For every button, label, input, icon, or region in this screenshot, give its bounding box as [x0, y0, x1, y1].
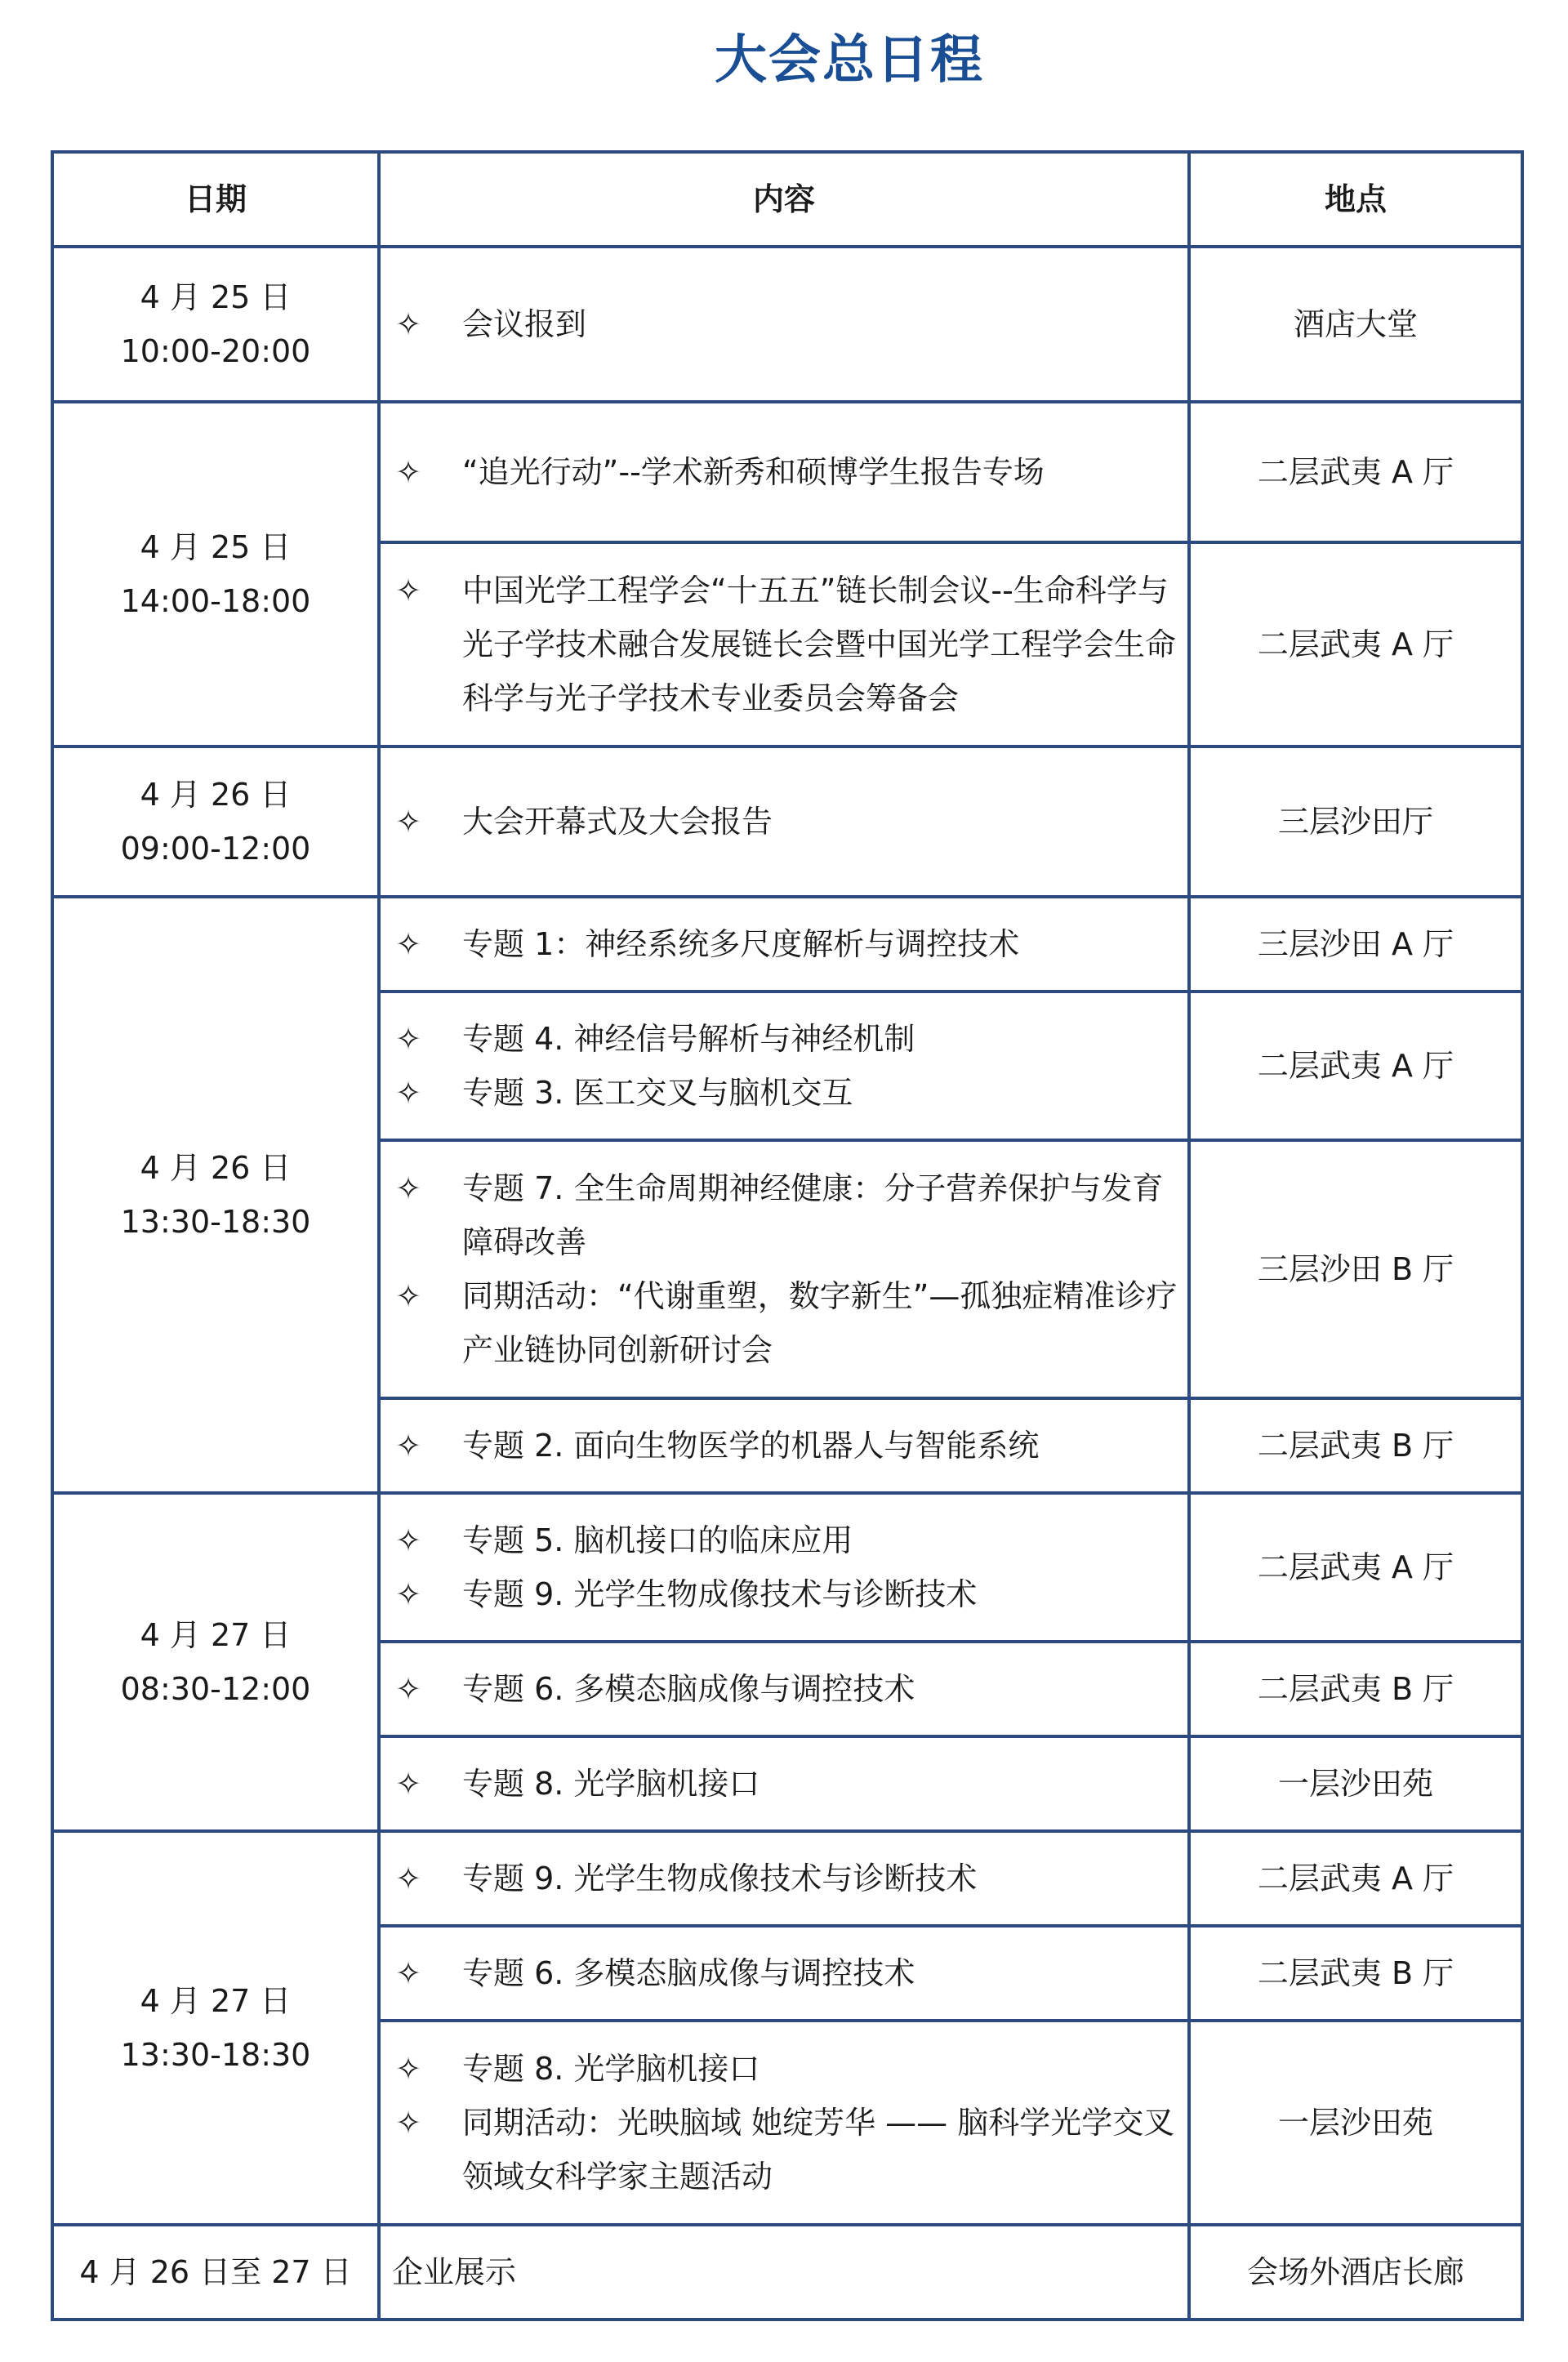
location-cell: 酒店大堂	[1189, 247, 1522, 402]
diamond-star-icon: ✧	[395, 573, 421, 608]
time-text: 13:30-18:30	[120, 2037, 311, 2073]
session-text: 专题 8. 光学脑机接口	[462, 1766, 760, 1802]
session-text: 专题 6. 多模态脑成像与调控技术	[462, 1955, 915, 1991]
location-cell: 三层沙田 A 厅	[1189, 897, 1522, 992]
time-text: 14:00-18:00	[120, 583, 311, 619]
date-text: 4 月 26 日	[140, 1150, 292, 1186]
diamond-star-icon: ✧	[395, 1671, 421, 1707]
table-row-exhibition	[52, 2225, 1522, 2320]
location-cell: 三层沙田 B 厅	[1189, 1140, 1522, 1398]
list-item	[392, 1567, 1181, 1621]
list-item	[392, 297, 1181, 351]
diamond-star-icon: ✧	[395, 1522, 421, 1558]
header-location: 地点	[1189, 152, 1522, 247]
location-cell: 二层武夷 B 厅	[1189, 1926, 1522, 2021]
date-cell	[52, 1831, 379, 2225]
table-header-row	[52, 152, 1522, 247]
session-text: 专题 4. 神经信号解析与神经机制	[462, 1021, 915, 1057]
list-item	[392, 917, 1181, 971]
diamond-star-icon: ✧	[395, 1021, 421, 1057]
content-cell: 企业展示	[379, 2225, 1189, 2320]
content-cell	[379, 2021, 1189, 2225]
session-text: 专题 3. 医工交叉与脑机交互	[462, 1075, 853, 1111]
list-item	[392, 1269, 1181, 1377]
location-cell: 二层武夷 A 厅	[1189, 402, 1522, 542]
list-item	[392, 2096, 1181, 2204]
location-cell: 三层沙田厅	[1189, 746, 1522, 897]
location-cell: 一层沙田苑	[1189, 1736, 1522, 1831]
list-item	[392, 445, 1181, 499]
time-text: 10:00-20:00	[120, 333, 311, 369]
diamond-star-icon: ✧	[395, 1075, 421, 1111]
diamond-star-icon: ✧	[395, 454, 421, 490]
list-item	[392, 1161, 1181, 1269]
session-text: 专题 8. 光学脑机接口	[462, 2051, 760, 2087]
list-item	[392, 1066, 1181, 1120]
date-text: 4 月 25 日	[140, 529, 292, 565]
content-cell	[379, 992, 1189, 1140]
diamond-star-icon: ✧	[395, 1861, 421, 1896]
time-text: 13:30-18:30	[120, 1204, 311, 1240]
diamond-star-icon: ✧	[395, 2105, 421, 2141]
table-row	[52, 1831, 1522, 1926]
schedule-table	[51, 150, 1524, 2321]
date-text: 4 月 26 日	[140, 777, 292, 813]
session-text: 大会开幕式及大会报告	[462, 804, 773, 840]
content-cell	[379, 897, 1189, 992]
content-cell	[379, 542, 1189, 746]
date-text: 4 月 27 日	[140, 1617, 292, 1653]
location-cell: 二层武夷 A 厅	[1189, 1831, 1522, 1926]
date-cell	[52, 897, 379, 1493]
list-item	[392, 795, 1181, 849]
date-cell: 4 月 26 日至 27 日	[52, 2225, 379, 2320]
page-title: 大会总日程	[715, 30, 984, 91]
date-cell	[52, 247, 379, 402]
time-text: 09:00-12:00	[120, 831, 311, 867]
header-date: 日期	[52, 152, 379, 247]
schedule-body	[52, 247, 1522, 2320]
content-cell	[379, 1398, 1189, 1493]
list-item	[392, 1662, 1181, 1716]
table-row	[52, 1493, 1522, 1642]
session-text: 会议报到	[462, 306, 587, 342]
diamond-star-icon: ✧	[395, 1278, 421, 1314]
header-content: 内容	[379, 152, 1189, 247]
date-cell	[52, 1493, 379, 1831]
location-cell: 二层武夷 B 厅	[1189, 1398, 1522, 1493]
diamond-star-icon: ✧	[395, 1576, 421, 1612]
content-cell	[379, 1831, 1189, 1926]
location-cell: 会场外酒店长廊	[1189, 2225, 1522, 2320]
session-text: “追光行动”--学术新秀和硕博学生报告专场	[462, 454, 1045, 490]
list-item	[392, 1513, 1181, 1567]
date-text: 4 月 25 日	[140, 279, 292, 315]
location-cell: 二层武夷 A 厅	[1189, 992, 1522, 1140]
table-row	[52, 402, 1522, 542]
location-cell: 二层武夷 B 厅	[1189, 1642, 1522, 1736]
table-row	[52, 897, 1522, 992]
content-cell	[379, 402, 1189, 542]
diamond-star-icon: ✧	[395, 1955, 421, 1991]
date-cell	[52, 746, 379, 897]
session-text: 专题 1：神经系统多尺度解析与调控技术	[462, 926, 1020, 962]
session-text: 中国光学工程学会“十五五”链长制会议--生命科学与光子学技术融合发展链长会暨中国光学工程学会生命科学与光子学技术专业委员会筹备会	[462, 573, 1177, 716]
list-item	[392, 1757, 1181, 1811]
list-item	[392, 1852, 1181, 1905]
diamond-star-icon: ✧	[395, 926, 421, 962]
diamond-star-icon: ✧	[395, 1428, 421, 1464]
list-item	[392, 1946, 1181, 2000]
diamond-star-icon: ✧	[395, 306, 421, 342]
diamond-star-icon: ✧	[395, 804, 421, 840]
location-cell: 二层武夷 A 厅	[1189, 1493, 1522, 1642]
session-text: 专题 7. 全生命周期神经健康：分子营养保护与发育障碍改善	[462, 1170, 1164, 1260]
table-row	[52, 247, 1522, 402]
content-cell	[379, 1736, 1189, 1831]
list-item	[392, 564, 1181, 725]
content-cell	[379, 1642, 1189, 1736]
date-text: 4 月 27 日	[140, 1983, 292, 2019]
content-cell	[379, 247, 1189, 402]
date-cell	[52, 402, 379, 746]
list-item	[392, 1012, 1181, 1066]
diamond-star-icon: ✧	[395, 2051, 421, 2087]
session-text: 专题 5. 脑机接口的临床应用	[462, 1522, 853, 1558]
content-cell	[379, 1926, 1189, 2021]
location-cell: 二层武夷 A 厅	[1189, 542, 1522, 746]
diamond-star-icon: ✧	[395, 1766, 421, 1802]
content-cell	[379, 1493, 1189, 1642]
session-text: 专题 9. 光学生物成像技术与诊断技术	[462, 1576, 978, 1612]
session-text: 同期活动：光映脑域 她绽芳华 —— 脑科学光学交叉领域女科学家主题活动	[462, 2105, 1175, 2195]
session-text: 专题 6. 多模态脑成像与调控技术	[462, 1671, 915, 1707]
content-cell	[379, 746, 1189, 897]
list-item	[392, 1419, 1181, 1473]
content-cell	[379, 1140, 1189, 1398]
table-row	[52, 746, 1522, 897]
session-text: 专题 9. 光学生物成像技术与诊断技术	[462, 1861, 978, 1896]
session-text: 专题 2. 面向生物医学的机器人与智能系统	[462, 1428, 1040, 1464]
time-text: 08:30-12:00	[120, 1671, 311, 1707]
diamond-star-icon: ✧	[395, 1170, 421, 1206]
list-item	[392, 2042, 1181, 2096]
location-cell: 一层沙田苑	[1189, 2021, 1522, 2225]
session-text: 同期活动：“代谢重塑，数字新生”—孤独症精准诊疗产业链协同创新研讨会	[462, 1278, 1178, 1368]
